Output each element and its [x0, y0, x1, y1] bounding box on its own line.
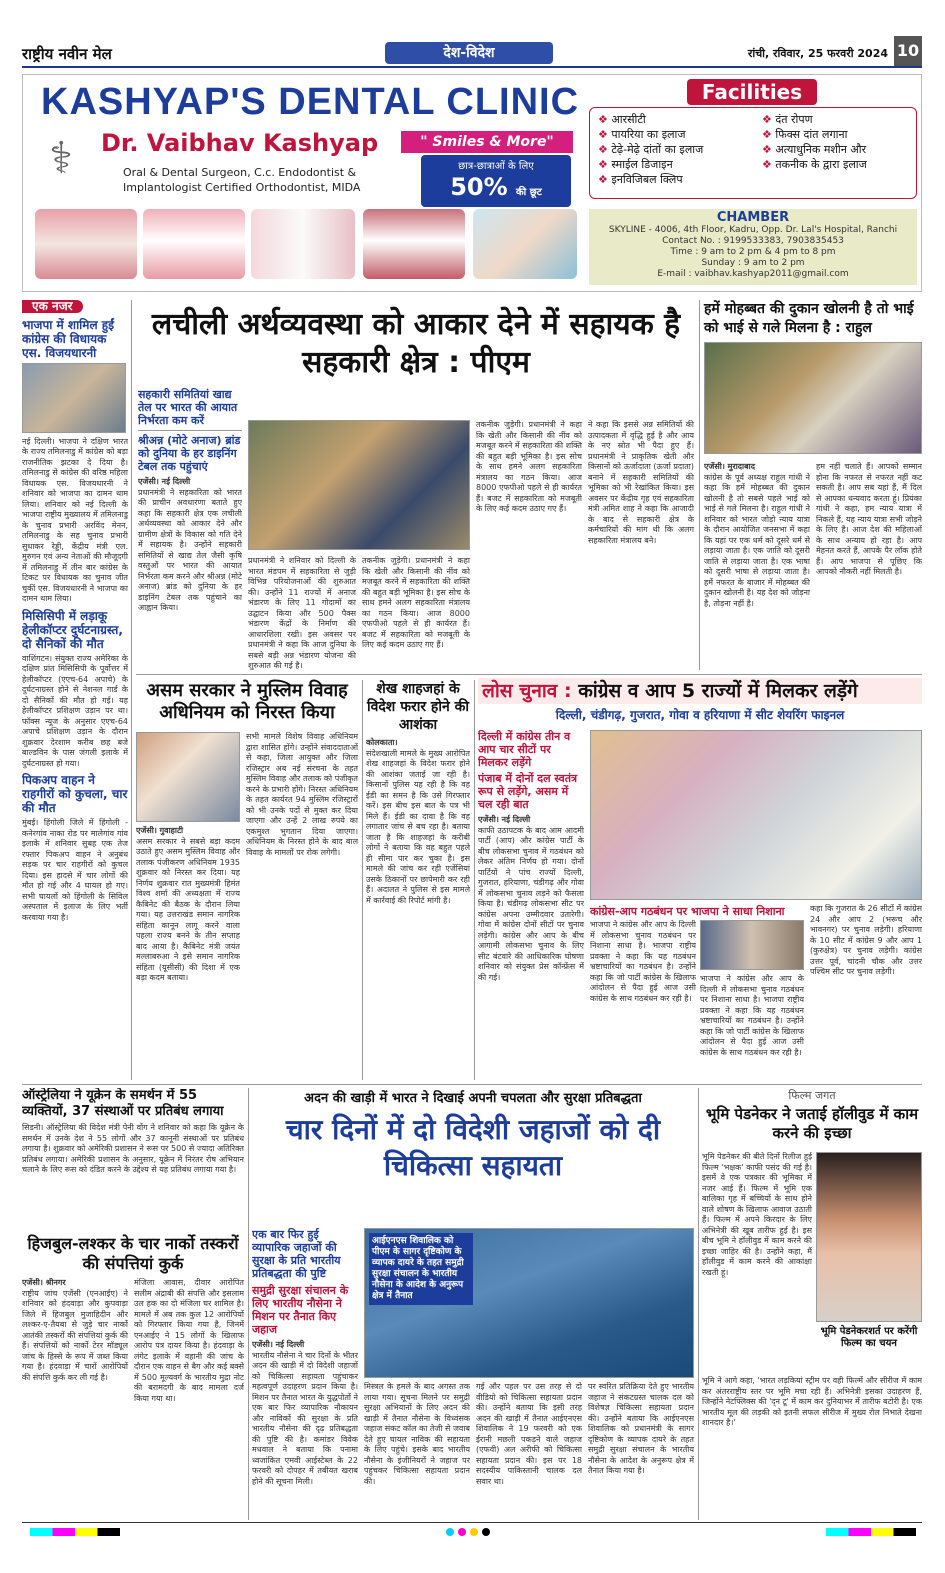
chamber-address: SKYLINE - 4006, 4th Floor, Kadru, Opp. Dr. Lal's Hospital, Ranchi	[608, 225, 898, 235]
polls-nishana	[590, 904, 804, 919]
bhumi-body: भूमि ने आगे कहा, 'भारत लड़कियां स्ट्रीम पर वही फिल्में और सीरीज में काम कर अंतरराष्ट्रीय स्तर पर भूमि मचा रही हैं। अभिनेत्री इसका उदाहरण हैं, जिन्होंने नेटफ्लिक्स की 'द्न टू' में काम कर दुनियाभर में तारीफ बटोरी है। एक भारतीय मूल की लड़की को इतनी सफल सीरीज में मुख्य रोल निभाते देखना शानदार है।'	[702, 1376, 922, 1427]
brief-body: नई दिल्ली। भाजपा ने दक्षिण भारत के राज्य तमिलनाडु में कांग्रेस को बड़ा राजनीतिक झटका दे दिया है। तमिलनाडु से कांग्रेस की वरिष्ठ महिला विधायक एस. विजयधारनी ने शनिवार को भाजपा का दामन थाम लिया। शनिवार को नई दिल्ली के भाजपा राष्ट्रीय मुख्यालय में तमिलनाडु के चुनाव प्रभारी अरविंद मेनन, तमिलनाडु के सह चुनाव प्रभारी सुधाकर रेड्डी, केंद्रीय मंत्री एल. मुरुगन एवं अन्य नेताओं की मौजूदगी में तमिलनाडु में तीन बार कांग्रेस के टिकट पर विधायक का चुनाव जीत चुकीं एस. विजयधारनी ने भाजपा का दामन थाम लिया।	[22, 436, 128, 603]
polls-body: भाजपा ने कांग्रेस और आप के दिल्ली में लोकसभा चुनाव गठबंधन पर निशाना साधा है। भाजपा राष्ट्रीय प्रवक्ता ने कहा कि यह गठबंधन भ्रष्टाचारियों का गठबंधन है। उन्होंने कहा कि जो पार्टी कांग्रेस के खिलाफ आंदोलन से पैदा हुई आज उसी कांग्रेस के साथ गठबंधन कर रही है।	[590, 920, 696, 1003]
magenta-dot	[458, 1528, 466, 1536]
doctor-qualifications	[123, 165, 360, 195]
leaders-photo	[590, 730, 922, 900]
registration-marks	[446, 1528, 496, 1536]
lead-col-4	[588, 420, 694, 670]
briefs-tag: एक नजर	[22, 300, 83, 313]
aden-col-2	[364, 1382, 470, 1518]
facility-item: ❖ इनविजिबल क्लिप	[598, 172, 703, 187]
shahjahan-body: संदेशखाली मामले के मुख्य आरोपित शेख शाहजहां के विदेश फरार होने की आशंका जताई जा रही है। किसानों पुलिस यह रही है कि वह ईडी का समन है कि उसे गिरफ्तार करें। इस बीच इस बात के पत्र भी मिले हैं। ईडी का दावा है कि वह लगातार जांच से बच रहा है। बताया जाता है कि शाहजहां के करीबी लोगों ने बताया कि वह बहुत पहले ही सीमा पार कर चुका है। इस मामले की जांच कर रही एजेंसियां उसके ठिकानों पर छापेमारी कर रही हैं। अदालत ने पुलिस से इस मामले में कार्रवाई की रिपोर्ट मांगी है।	[366, 748, 470, 905]
chamber-email: E-mail : vaibhav.kashyap2011@gmail.com	[657, 269, 849, 279]
facilities-box	[589, 107, 917, 199]
aden-subhead: एक बार फिर हुई व्यापारिक जहाजों की सुरक्षा के प्रति भारतीय प्रतिबद्धता की पुष्टि	[252, 1228, 341, 1280]
lead-body: ने कहा कि इससे अन्न समितियों की उत्पादकता में वृद्धि हुई है और आय के नए स्रोत भी पैदा हुए हैं। प्रधानमंत्री ने प्राकृतिक खेती और किसानों को ऊर्जादाता (ऊर्जा प्रदाता) बनाने में सहकारी समितियों की भूमिका को भी रेखांकित किया। इस अवसर पर केंद्रीय गृह एवं सहकारिता मंत्री अमित शाह ने कहा कि आजादी के बाद से सहकारी क्षेत्र के कर्मचारियों की मांग थी कि अलग सहकारिता मंत्रालय बने।	[588, 420, 694, 545]
hizbul-body: मंजिला आवास, दीवार आरोपित सलीम अंद्राबी की संपत्ति और इसलाम उल हक का दो मंजिला घर शामिल है। मामले में अब तक कुल 12 आरोपियों को गिरफ्तार किया गया है, जिनमें एनआईए ने 15 लोगों के खिलाफ आरोप पत्र दायर किया है। हंदवाड़ा के लंगेट इलाके में वहानी की जांच के दौरान एक वाहन से बैग और कई बक्से में 500 मूल्यवर्ग के भारतीय मुद्रा नोट की बरामदगी के बाद मामला दर्ज किया गया था।	[134, 1278, 244, 1403]
tagline: " Smiles & More"	[401, 131, 573, 153]
facility-item: ❖ दंत रोपण	[762, 112, 867, 127]
section-label: देश-विदेश	[385, 42, 553, 64]
bhumi-section: फिल्म जगत	[788, 1089, 836, 1102]
yellow-dot	[470, 1528, 478, 1536]
lead-subhead: सहकारी समितियां खाद्य तेल पर भारत की आयात निर्भरता कम करें	[138, 388, 238, 427]
column-rule	[474, 680, 475, 1080]
warship-photo	[364, 1228, 694, 1378]
chamber-sunday: Sunday : 9 am to 2 pm	[701, 258, 805, 268]
discount-value: 50%	[450, 173, 508, 201]
facility-item: ❖ आरसीटी	[598, 112, 703, 127]
divider	[138, 430, 242, 431]
polls-subhead: दिल्ली, चंडीगढ़, गुजरात, गोवा व हरियाणा में सीट शेयरिंग फाइनल	[555, 708, 845, 722]
aden-subhead: समुद्री सुरक्षा संचालन के लिए भारतीय नौसेना ने मिशन पर तैनात किए जहाज	[252, 1284, 349, 1336]
lead-body: तकनीक जुड़ेगी। प्रधानमंत्री ने कहा कि खेती और किसानी की नींव को मजबूत करने में सहकारिता की शक्ति की बहुत बड़ी भूमिका है। इस सोच के साथ हमने अलग सहकारिता मंत्रालय का गठन किया। आज 8000 एफपीओ पहले से ही कार्यरत हैं। बजट में सहकारिता को मजबूती के लिए कई कदम उठाए गए हैं।	[476, 420, 582, 513]
brief-headline: भाजपा में शामिल हुईं कांग्रेस की विधायक एस. विजयधारनी	[22, 317, 115, 360]
polls-kicker: लोस चुनाव :	[482, 680, 572, 702]
clinic-name: KASHYAP'S DENTAL CLINIC	[41, 81, 580, 123]
child-patient-photo	[473, 209, 577, 279]
assam-body: सभी मामले विशेष विवाह अधिनियम द्वारा शासित होंगे। उन्होंने संवाददाताओं से कहा, जिला आयुक्त और जिला रजिस्ट्रार अब नई संरचना के तहत मुस्लिम विवाह और तलाक को पंजीकृत करने के प्रभारी होंगे। निरस्त अधिनियम के तहत कार्यरत 94 मुस्लिम रजिस्ट्रारों को भी उनके पदों से मुक्त कर दिया जाएगा और उन्हें 2 लाख रुपये का एकमुश्त भुगतान दिया जाएगा। अधिनियम के निरस्त होने के बाद बाल विवाह के मामलों पर रोक लगेगी।	[246, 732, 358, 857]
lead-col-1	[138, 388, 242, 670]
brief-body: मुंबई। हिंगोली जिले में हिंगोली - कनेरगांव नाका रोड पर मालेगांव गांव इलाके में शनिवार सुबह एक तेज रफ्तार पिकअप वाहन ने अनुबंध सड़क पर चार राहगीरों को कुचल दिया। इस हादसे में चार लोगों की मौत हो गई और 4 घायल हो गए। सभी घायलों को हिंगोली के सिविल अस्पताल में इलाज के लिए भर्ती करवाया गया है।	[22, 818, 128, 922]
facility-item: ❖ तकनीक के द्वारा इलाज	[762, 157, 867, 172]
teeth-photo	[35, 209, 137, 279]
warship-caption: आईएनएस शिवालिक को पीएम के सागर दृष्टिकोण के व्यापक दायरे के तहत समुद्री सुरक्षा संचालन के भारतीय नौसेना के आदेश के अनुरूप क्षेत्र में तैनात	[369, 1233, 473, 1305]
discount-text: छात्र-छात्राओं के लिए	[458, 161, 534, 172]
column-rule	[131, 300, 132, 1080]
hizbul-dateline: एजेंसी। श्रीनगर	[22, 1278, 66, 1287]
polls-dateline: एजेंसी। नई दिल्ली	[478, 815, 531, 824]
rahul-col-1	[704, 462, 810, 670]
facility-item: ❖ अत्याधुनिक मशीन और	[762, 142, 867, 157]
hizbul-col-2	[134, 1278, 244, 1518]
implant-photo	[251, 209, 355, 279]
polls-col-2	[590, 920, 696, 1080]
press-conference-photo	[700, 920, 804, 970]
pm-event-photo	[248, 420, 470, 550]
brief-headline: पिकअप वाहन ने राहगीरों को कुचला, चार की मौत	[22, 773, 128, 815]
lead-headline: लचीली अर्थव्यवस्था को आकार देने में सहायक है सहकारी क्षेत्र : पीएम	[151, 307, 681, 380]
assam-headline: असम सरकार ने मुस्लिम विवाह अधिनियम को निरस्त किया	[146, 680, 348, 723]
color-registration-bar	[826, 1528, 916, 1536]
lead-body: प्रधानमंत्री ने शनिवार को दिल्ली के भारत मंडपम में सहकारिता से जुड़ी विभिन्न परियोजनाओं की शुरुआत की। उन्होंने 11 राज्यों में अनाज भंडारण के लिए 11 गोदामों का उद्घाटन किया और 500 पैक्स भंडारण केंद्रों के निर्माण की आधारशिला रखी। इस अवसर पर प्रधानमंत्री ने कहा कि आज दुनिया के सबसे बड़ी अन्न भंडारण योजना की शुरुआत की गई है।	[248, 556, 356, 670]
aden-dateline: एजेंसी। नई दिल्ली	[252, 1340, 305, 1349]
discount-badge	[421, 155, 571, 207]
polls-side-head: दिल्ली में कांग्रेस तीन व आप चार सीटों पर मिलकर लड़ेंगे	[478, 730, 571, 769]
aden-body: मिस्त्रल के हमले के बाद अगस्त तक लाया गया। सूचना मिलने पर समुद्री सुरक्षा अभियानों के लिए अदन की खाड़ी में तैनात नौसेना के विध्वंसक जहाज संकट कॉल का तेजी से जवाब देते हुए घायल नाविक की सहायता के लिए पहुंचे। इसके बाद भारतीय नौसेना के इंजीनियरों ने जहाज पर पहुंचकर चिकित्सा सहायता प्रदान की।	[364, 1382, 470, 1486]
facility-item: ❖ टेढ़े-मेढ़े दांतों का इलाज	[598, 142, 703, 157]
dentures-photo	[143, 209, 245, 279]
rahul-story	[704, 300, 922, 454]
rahul-dateline: एजेंसी। मुरादाबाद	[704, 462, 755, 471]
assam-col-1	[136, 826, 240, 1080]
bhumi-story	[702, 1088, 922, 1143]
brief-body: वाशिंगटन। संयुक्त राज्य अमेरिका के दक्षिण प्रांत मिसिसिपी के पूर्वोत्तर में हेलीकॉप्टर (एएच-64 अपाचे) के दुर्घटनाग्रस्त होने से नेशनल गार्ड के दो सैनिकों की मौत हो गई। यह हेलीकॉप्टर प्रशिक्षण उड़ान पर था। फॉक्स न्यूज के अनुसार एएच-64 अपाचे प्रशिक्षण उड़ान के दौरान शुक्रवार देरशाम करीब छह बजे बाल्डविन के पास जंगली इलाके में दुर्घटनाग्रस्त हो गया।	[22, 653, 128, 768]
himanta-photo	[136, 732, 240, 822]
polls-body: काफी उठापटक के बाद आम आदमी पार्टी (आप) और कांग्रेस पार्टी के बीच लोकसभा चुनाव में गठबंधन को लेकर अंतिम निर्णय हो गया। दोनों पार्टियों ने पांच राज्यों दिल्ली, गुजरात, हरियाणा, चंडीगढ़ और गोवा में लोकसभा चुनाव लड़ने को फैसला किया है। चंडीगढ़ लोकसभा सीट पर कांग्रेस अपना उम्मीदवार उतारेगी। गोवा में कांग्रेस दोनों सीटों पर चुनाव लड़ेगी। कांग्रेस और आप के बीच आगामी लोकसभा चुनाव के लिए सीट बंटवारे की आधिकारिक घोषणा शनिवार को संयुक्त प्रेस कॉन्फ्रेंस में की गई।	[478, 825, 584, 982]
newspaper-name: राष्ट्रीय नवीन मेल	[22, 45, 112, 63]
polls-body: कहा कि गुजरात के 26 सीटों में कांग्रेस 24 और आप 2 (भरूच और भावनगर) पर चुनाव लड़ेगी। हरियाणा के 10 सीट में कांग्रेस 9 और आप 1 (कुरुक्षेत्र) पर चुनाव लड़ेगी। कांग्रेस उत्तर पूर्व, चांदनी चौक और उत्तर पश्चिम सीट पर चुनाव लड़ेगी।	[810, 904, 922, 976]
aden-col-3	[476, 1382, 582, 1518]
aden-headline: चार दिनों में दो विदेशी जहाजों को दी चिकित्सा सहायता	[285, 1113, 661, 1182]
polls-col-4	[810, 904, 922, 1080]
chamber-time: Time : 9 am to 2 pm & 4 pm to 8 pm	[670, 247, 836, 257]
facility-item: ❖ फिक्स दांत लगाना	[762, 127, 867, 142]
rahul-body: कांग्रेस के पूर्व अध्यक्ष राहुल गांधी ने कहा कि हमें मोहब्बत की दुकान खोलनी है तो सबसे पहले भाई को भाई से गले मिलना है। राहुल गांधी ने शनिवार को भारत जोड़ो न्याय यात्रा के दौरान आयोजित जनसभा में कहा कि यहां पर एक धर्म को दूसरे धर्म से लड़ाया जाता है। एक जाति को दूसरी जाति से लड़ाया जाता है। एक भाषा को दूसरी भाषा से लड़ाया जाता है। हमें नफरत के बाजार में मोहब्बत की दुकान खोलनी है। यह देश को जोड़ना है, तोड़ना नहीं है।	[704, 472, 810, 608]
bhumi-photo	[816, 1152, 922, 1322]
facility-item: ❖ स्माईल डिजाइन	[598, 157, 703, 172]
polls-side-head: पंजाब में दोनों दल स्वतंत्र रूप से लड़ेंगे, असम में चल रही बात	[478, 772, 578, 811]
page-number: 10	[894, 36, 922, 66]
briefs-column	[22, 300, 128, 1080]
lead-col-3	[476, 420, 582, 670]
facility-item: ❖ पायरिया का इलाज	[598, 127, 703, 142]
aden-story	[252, 1088, 694, 1184]
qualification-line: Oral & Dental Surgeon, C.c. Endodontist &	[123, 166, 357, 179]
section-rule	[136, 674, 922, 675]
australia-body: सिडनी। ऑस्ट्रेलिया की विदेश मंत्री पेनी वोंग ने शनिवार को कहा कि यूक्रेन के समर्थन में उनके देश ने 55 लोगों और 37 कानूनी संस्थाओं पर प्रतिबंध लगाया है। शुक्रवार को अमेरिकी प्रशासन ने रूस पर 500 से ज्यादा अतिरिक्त प्रतिबंध लगाया। अमेरिकी प्रशासन के अनुसार, यूक्रेन में निरंतर रोष अभियान चलाने के लिए रूस को दंडित करने के उद्देश्य से यह प्रतिबंध लगाया गया है।	[22, 1123, 244, 1174]
assam-dateline: एजेंसी। गुवाहाटी	[136, 826, 184, 835]
doctor-name: Dr. Vaibhav Kashyap	[101, 129, 379, 157]
australia-headline: ऑस्ट्रेलिया ने यूक्रेन के समर्थन में 55 व्यक्तियों, 37 संस्थाओं पर प्रतिबंध लगाया	[22, 1088, 224, 1119]
bhumi-body: भूमि पेडनेकर की बीते दिनों रिलीज हुई फिल्म 'भक्षक' काफी पसंद की गई है। इसमें वे एक पत्रकार की भूमिका में नजर आई हैं। फिल्म में भूमि एक बालिका गृह में बच्चियों के साथ होने वाले शोषण के खिलाफ आवाज उठाती हैं। फिल्म में अपने किरदार के लिए अभिनेत्री की खूब तारीफ हुई है। इस बीच भूमि ने हॉलीवुड में काम करने की इच्छा जाहिर की है। उन्होंने कहा, मैं हॉलीवुड में काम करने की आकांक्षा रखती हूं।	[702, 1152, 812, 1277]
hizbul-story	[22, 1234, 244, 1274]
column-rule	[698, 1088, 699, 1520]
chamber-title: CHAMBER	[716, 210, 790, 225]
polls-col-3	[700, 974, 804, 1080]
dateline: रांची, रविवार, 25 फरवरी 2024	[747, 47, 888, 60]
shahjahan-story	[366, 680, 470, 1080]
bhumi-col-2	[702, 1376, 922, 1518]
black-dot	[482, 1528, 490, 1536]
shahjahan-dateline: कोलकाता।	[366, 738, 398, 747]
lead-subhead: श्रीअन्न (मोटे अनाज) ब्रांड को दुनिया के हर डाइनिंग टेबल तक पहुंचाएं	[138, 434, 241, 473]
lead-body: तकनीक जुड़ेगी। प्रधानमंत्री ने कहा कि खेती और किसानी की नींव को मजबूत करने में सहकारिता की शक्ति की बहुत बड़ी भूमिका है। इस सोच के साथ हमने अलग सहकारिता मंत्रालय का गठन किया। आज 8000 एफपीओ पहले से ही कार्यरत हैं। बजट में सहकारिता को मजबूती के लिए कई कदम उठाए गए हैं।	[362, 556, 470, 649]
facilities-list-1	[598, 112, 703, 187]
caduceus-icon: ⚕	[49, 133, 73, 184]
rahul-headline: हमें मोहब्बत की दुकान खोलनी है तो भाई को भाई से गले मिलना है : राहुल	[704, 301, 914, 336]
polls-col-1	[478, 730, 584, 1080]
hizbul-col-1	[22, 1278, 128, 1518]
aden-body: गई और पहल पर उस तरह से दो वीडियो को चिकित्सा सहायता प्रदान की। उन्होंने बताया कि इसी तरह अदन की खाड़ी में तैनात आईएनएस शिवालिक ने 19 फरवरी को एक ईरानी मछली पकड़ने वाले जहाज (एफवी) अल अरीफी को चिकित्सा सहायता प्रदान की। इस पर 18 सदस्यीय पाकिस्तानी चालक दल सवार था।	[476, 1382, 582, 1486]
qualification-line: Implantologist Certified Orthodontist, MIDA	[123, 181, 361, 194]
lead-col-2b	[362, 556, 470, 670]
section-rule	[22, 1084, 922, 1085]
hizbul-headline: हिजबुल-लश्कर के चार नार्को तस्करों की संपत्तियां कुर्क	[27, 1234, 239, 1273]
lead-dateline: एजेंसी। नई दिल्ली	[138, 477, 191, 486]
chamber-info	[589, 209, 917, 285]
polls-headline-bar	[478, 678, 922, 704]
dental-clinic-ad	[22, 74, 922, 292]
assam-body: असम सरकार ने सबसे बड़ा कदम उठाते हुए असम मुस्लिम विवाह और तलाक पंजीकरण अधिनियम 1935 शुक्रवार को निरस्त कर दिया। यह निर्णय शुक्रवार रात मुख्यमंत्री हिमंत विश्व शर्मा की अध्यक्षता में राज्य कैबिनेट की बैठक के दौरान लिया गया। यह उत्तराखंड समान नागरिक संहिता कानून लागू करने वाला पहला राज्य बनने के तीन सप्ताह बाद आया है। कैबिनेट मंत्री जयंत मल्लाबरुआ ने इसे समान नागरिक संहिता (यूसीसी) की दिशा में एक बड़ा कदम बताया।	[136, 836, 240, 982]
bhumi-headline: भूमि पेडनेकर ने जताई हॉलीवुड में काम करने की इच्छा	[705, 1105, 919, 1142]
column-rule	[699, 300, 700, 670]
cyan-dot	[446, 1528, 454, 1536]
bhumi-caption: भूमि पेडनेकरशर्त पर करेंगी फिल्म का चयन	[820, 1326, 918, 1349]
assam-story	[136, 680, 358, 724]
masthead	[22, 38, 922, 68]
chamber-contact: Contact No. : 9199533383, 7903835453	[662, 236, 844, 246]
aden-kicker: अदन की खाड़ी में भारत ने दिखाई अपनी चपलता और सुरक्षा प्रतिबद्धता	[304, 1091, 642, 1106]
lead-body: प्रधानमंत्री ने सहकारिता को भारत की प्राचीन अवधारणा बताते हुए कहा कि सहकारी क्षेत्र एक लचीली अर्थव्यवस्था को आकार देने और ग्रामीण क्षेत्रों के विकास को गति देने में सहायक है। उन्होंने सहकारी समितियों से खाद्य तेल जैसी कृषि वस्तुओं पर भारत की आयात निर्भरता कम करने और श्रीअन्न (मोटे अनाज) ब्रांड को दुनिया के हर डाइनिंग टेबल तक पहुंचाने का आह्वान किया।	[138, 487, 242, 612]
rahul-col-2	[816, 462, 922, 670]
lead-col-2	[248, 556, 356, 670]
polls-headline: कांग्रेस व आप 5 राज्यों में मिलकर लड़ेंगे	[578, 680, 858, 702]
brief-headline: मिसिसिपी में लड़ाकू हेलीकॉप्टर दुर्घटनाग्रस्त, दो सैनिकों की मौत	[22, 608, 123, 651]
color-registration-bar	[30, 1528, 120, 1536]
rahul-body: हम नहीं चलाते हैं। आपको सम्मान होना कि नफरत से नफरत नहीं कट सकती है। आप सब यहां हैं, मैं दिल से आपका धन्यवाद करता हूं। प्रियंका गांधी ने कहा, हम न्याय यात्रा में निकले हैं, यह न्याय यात्रा सभी जोड़ने के लिए है। आज देश की महिलाओं के साथ अन्याय हो रहा है। आप मेहनत करते हैं, आपके पैर लॉक होते हैं। आप भाजपा से पूछिए कि आपको नौकरी नहीं मिलती है।	[816, 462, 922, 576]
aden-col-4	[588, 1382, 694, 1518]
smile-photo	[363, 209, 465, 279]
hizbul-body: राष्ट्रीय जांच एजेंसी (एनआईए) ने शनिवार को हंदवाड़ा और कुपवाड़ा जिले में हिजबुल मुजाहिदीन और लश्कर-ए-तैयबा से जुड़े चार नार्को आतंकी तस्करों की संपत्तियां कुर्क की हैं। संपत्तियों को नार्को टेरर मॉड्यूल जांच के हिस्से के रूप में जब्त किया गया है। हंदवाड़ा में चारों आरोपियों की संपत्ति कुर्क कर ली गई है।	[22, 1288, 128, 1382]
polls-body: भाजपा ने कांग्रेस और आप के दिल्ली में लोकसभा चुनाव गठबंधन पर निशाना साधा है। भाजपा राष्ट्रीय प्रवक्ता ने कहा कि यह गठबंधन भ्रष्टाचारियों का गठबंधन है। उन्होंने कहा कि जो पार्टी कांग्रेस के खिलाफ आंदोलन से पैदा हुई आज उसी कांग्रेस के साथ गठबंधन कर रही है।	[700, 974, 804, 1057]
ceremony-photo	[22, 363, 126, 433]
aden-body: पर स्वरित प्रतिक्रिया देते हुए भारतीय जहाज ने संकटग्रस्त चालक दल को विशेषज्ञ चिकित्सा सहायता प्रदान की। उन्होंने बताया कि आईएनएस शिवालिक को प्रधानमंत्री के सागर दृष्टिकोण के व्यापक दायरे के तहत समुद्री सुरक्षा संचालन के भारतीय नौसेना के आदेश के अनुरूप क्षेत्र में तैनात किया गया है।	[588, 1382, 694, 1475]
column-rule	[362, 680, 363, 1080]
facilities-title: Facilities	[687, 79, 817, 105]
discount-suffix: की छूट	[516, 187, 542, 198]
shahjahan-headline: शेख शाहजहां के विदेश फरार होने की आशंका	[366, 681, 470, 733]
nishana-headline: कांग्रेस-आप गठबंधन पर भाजपा ने साधा निशाना	[590, 905, 785, 918]
aden-body: भारतीय नौसेना ने चार दिनों के भीतर अदन की खाड़ी में दो विदेशी जहाजों को चिकित्सा सहायता पहुंचाकर महत्वपूर्ण उदाहरण प्रदान किया है। मिशन पर तैनात भारत के युद्धपोतों ने एक बार फिर व्यापारिक नौकायन और नाविकों की सुरक्षा के प्रति भारतीय नौसेना की दृढ़ प्रतिबद्धता की पुष्टि की है। कमांडर विवेक मधवाल ने बताया कि पनामा ध्वजांकित एमवी आईस्टेब्ल के 22 फरवरी को दोपहर में तबीयत खराब होने की सूचना मिली।	[252, 1350, 358, 1486]
bhumi-col-1	[702, 1152, 812, 1372]
column-rule	[248, 1088, 249, 1520]
assam-col-2	[246, 732, 358, 1080]
aden-col-1	[252, 1228, 358, 1518]
australia-story	[22, 1088, 244, 1228]
rally-photo	[704, 342, 922, 454]
facilities-list-2	[762, 112, 867, 172]
